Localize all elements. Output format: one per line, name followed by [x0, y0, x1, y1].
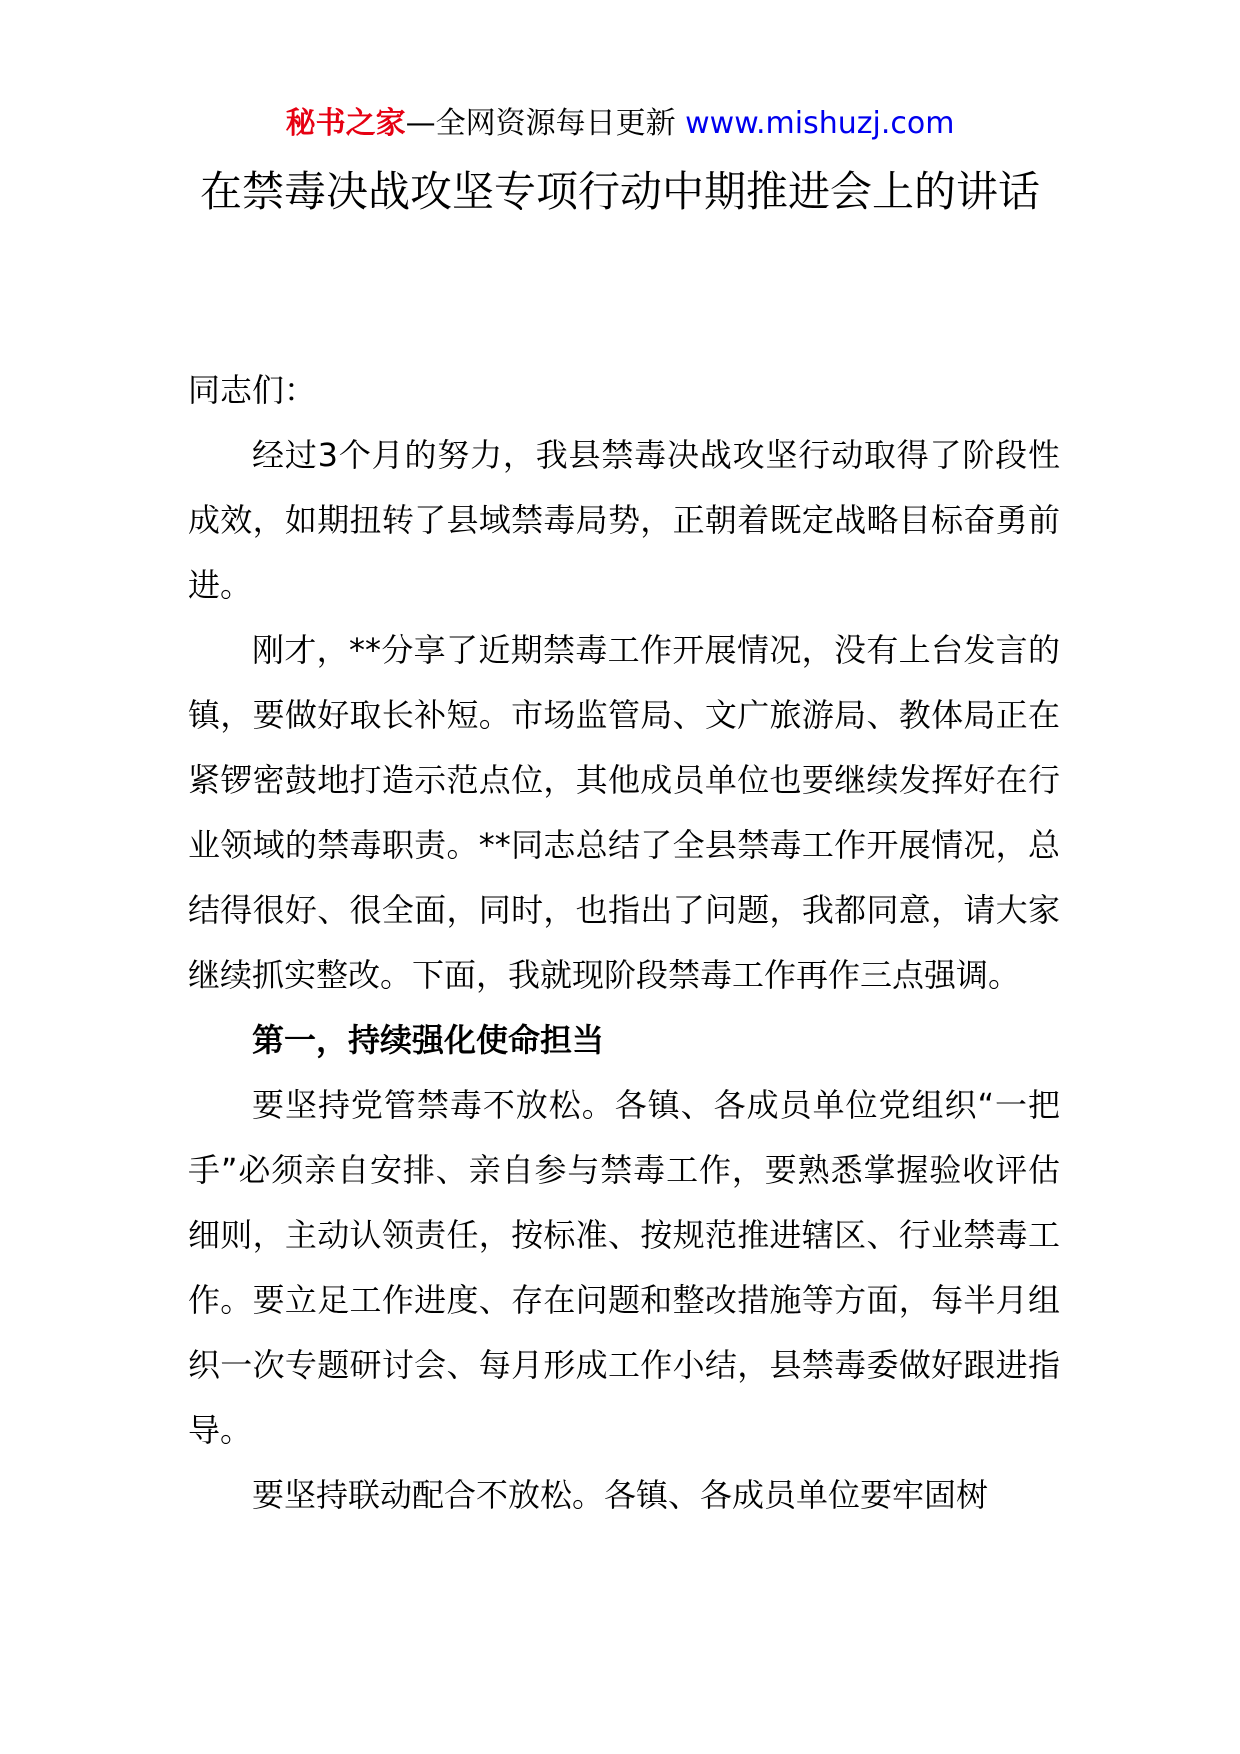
- document-body: [188, 358, 1060, 1528]
- site-brand[interactable]: 秘书之家: [285, 106, 406, 141]
- section-paragraph: 要坚持联动配合不放松。各镇、各成员单位要牢固树: [252, 1476, 989, 1514]
- site-url-link[interactable]: www.mishuzj.com: [685, 106, 955, 141]
- site-header: [0, 100, 1240, 148]
- paragraph-summary: 刚才，**分享了近期禁毒工作开展情况，没有上台发言的镇，要做好取长补短。市场监管局、文广旅游局、教体局正在紧锣密鼓地打造示范点位，其他成员单位也要继续发挥好在行业领域的禁毒职责。**同志总结了全县禁毒工作开展情况，总结得很好、很全面，同时，也指出了问题，我都同意，请大家继续抓实整改。下面，我就现阶段禁毒工作再作三点强调。: [188, 631, 1060, 994]
- section-heading: 第一，持续强化使命担当: [252, 1021, 605, 1059]
- site-tagline: —全网资源每日更新: [405, 106, 686, 141]
- section-paragraph: 要坚持党管禁毒不放松。各镇、各成员单位党组织“一把手”必须亲自安排、亲自参与禁毒工作，要熟悉掌握验收评估细则，主动认领责任，按标准、按规范推进辖区、行业禁毒工作。要立足工作进度、存在问题和整改措施等方面，每半月组织一次专题研讨会、每月形成工作小结，县禁毒委做好跟进指导。: [188, 1086, 1060, 1449]
- document-title: 在禁毒决战攻坚专项行动中期推进会上的讲话: [199, 167, 1040, 216]
- paragraph-intro: 经过3个月的努力，我县禁毒决战攻坚行动取得了阶段性成效，如期扭转了县域禁毒局势，正朝着既定战略目标奋勇前进。: [188, 436, 1060, 604]
- salutation: 同志们：: [188, 371, 317, 409]
